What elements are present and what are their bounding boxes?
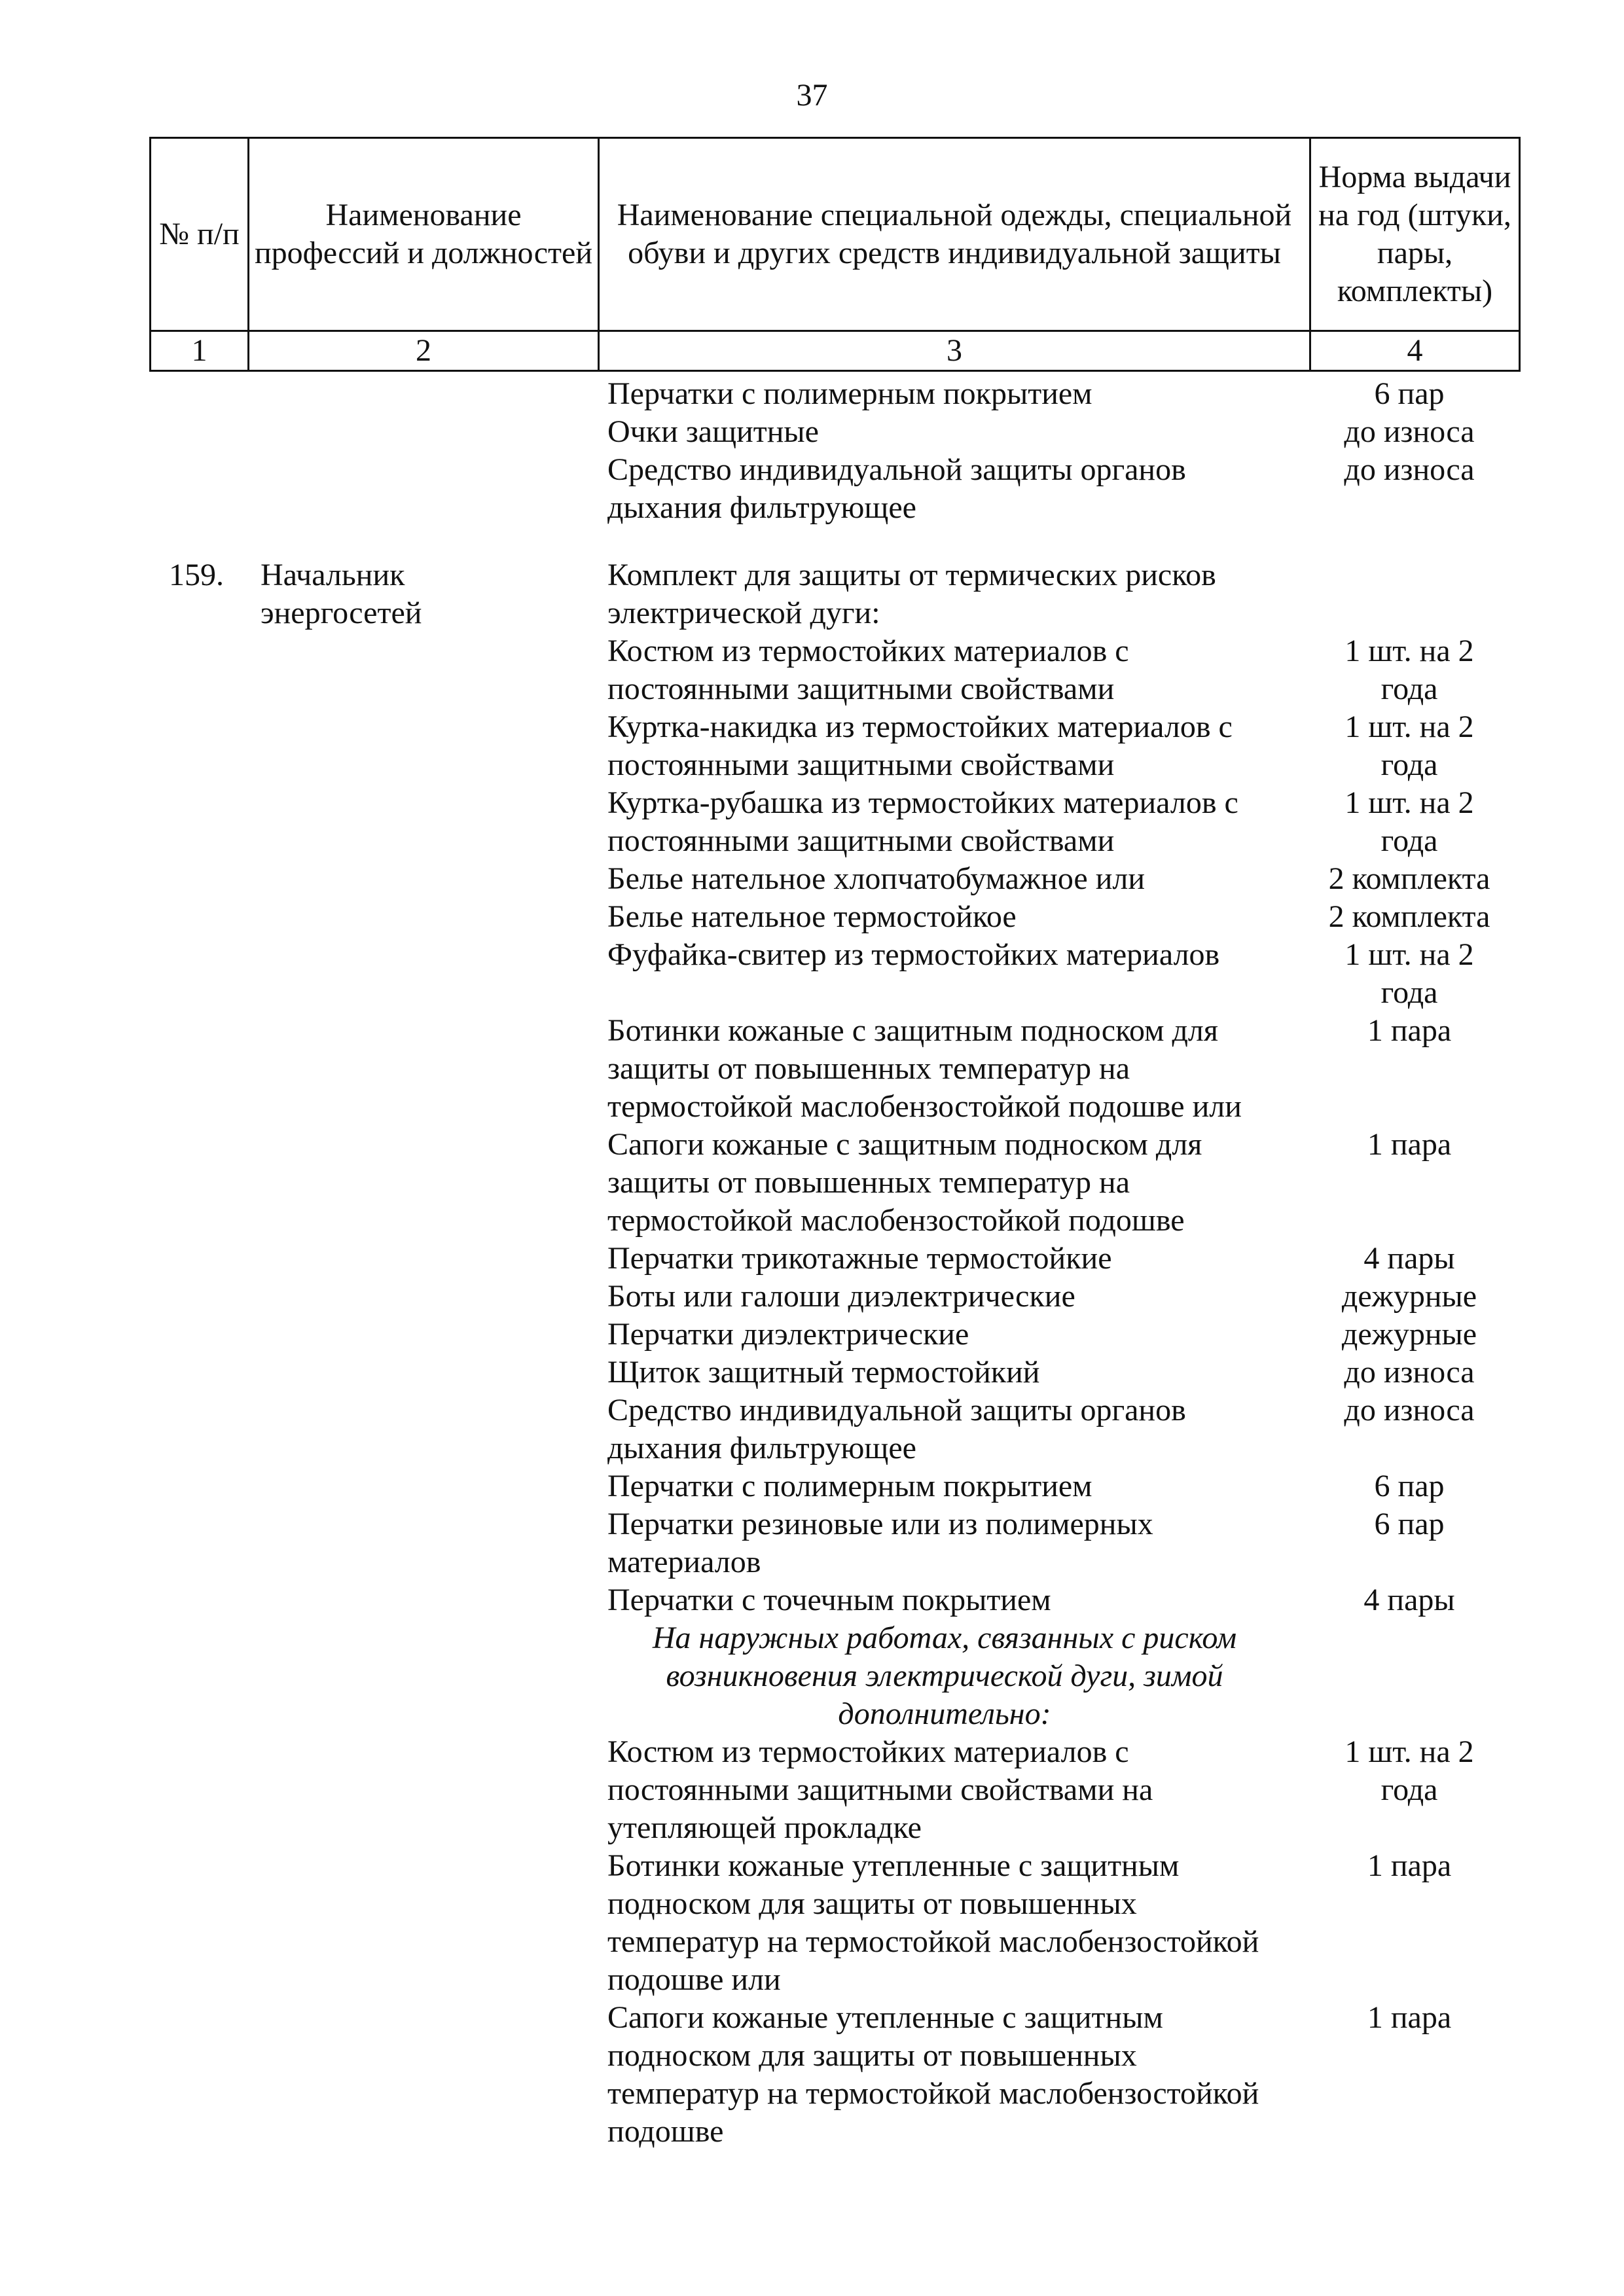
norm-text: до износа [1344,452,1475,487]
norm-text: дежурные [1341,1279,1477,1314]
norm-text: 2 комплекта [1328,861,1490,896]
norm-text: 6 пар [1374,1469,1445,1503]
profession-name-line1: Начальник [261,558,405,592]
item-text: Перчатки трикотажные термостойкие [607,1241,1112,1276]
item-text: подошве [607,2114,724,2149]
item-text: Боты или галоши диэлектрические [607,1279,1075,1314]
norm-text: года [1380,747,1438,782]
norm-text: 1 шт. на 2 [1344,785,1474,820]
item-text: Перчатки с полимерным покрытием [607,376,1092,411]
item-text: Ботинки кожаные утепленные с защитным [607,1848,1180,1883]
item-text: дыхания фильтрующее [607,490,916,525]
norm-text: 1 шт. на 2 [1344,634,1474,668]
column-number-3: 3 [599,331,1310,371]
item-text: Перчатки с полимерным покрытием [607,1469,1092,1503]
column-number-1: 1 [151,331,249,371]
item-text: подноском для защиты от повышенных [607,2038,1137,2073]
item-text: температур на термостойкой маслобензостойкой [607,1924,1259,1959]
item-text: Костюм из термостойких материалов с [607,634,1129,668]
norm-text: до износа [1344,1355,1475,1390]
norm-text: 6 пар [1374,376,1445,411]
entry-number: 159. [169,558,224,592]
winter-note-line: возникновения электрической дуги, зимой [666,1659,1223,1693]
column-number-2: 2 [249,331,599,371]
item-text: термостойкой маслобензостойкой подошве или [607,1089,1242,1124]
column-number-4: 4 [1310,331,1520,371]
item-text: Средство индивидуальной защиты органов [607,1393,1186,1427]
item-text: подноском для защиты от повышенных [607,1886,1137,1921]
item-text: термостойкой маслобензостойкой подошве [607,1203,1185,1238]
item-text: Щиток защитный термостойкий [607,1355,1040,1390]
norm-text: 2 комплекта [1328,899,1490,934]
norm-text: года [1380,1772,1438,1807]
page-number: 37 [796,78,828,113]
norm-text: 1 пара [1367,1127,1452,1162]
winter-note-line: На наружных работах, связанных с риском [652,1621,1237,1655]
item-text: подошве или [607,1962,781,1997]
norm-text: 6 пар [1374,1507,1445,1541]
norm-text: года [1380,672,1438,706]
item-text: Сапоги кожаные с защитным подноском для [607,1127,1202,1162]
norm-text: 1 пара [1367,1013,1452,1048]
norm-text: 1 шт. на 2 [1344,1734,1474,1769]
norm-text: 1 пара [1367,2000,1452,2035]
norm-text: 1 шт. на 2 [1344,709,1474,744]
item-text: Сапоги кожаные утепленные с защитным [607,2000,1163,2035]
item-text: Куртка-рубашка из термостойких материалов с [607,785,1238,820]
norm-text: года [1380,823,1438,858]
item-text: материалов [607,1545,761,1579]
item-text: постоянными защитными свойствами на [607,1772,1153,1807]
item-text: Перчатки с точечным покрытием [607,1583,1051,1617]
winter-note-line: дополнительно: [838,1696,1051,1731]
item-text: Белье нательное термостойкое [607,899,1017,934]
item-text: электрической дуги: [607,596,880,630]
norm-text: 1 пара [1367,1848,1452,1883]
item-text: постоянными защитными свойствами [607,672,1115,706]
norm-text: 4 пары [1363,1583,1455,1617]
header-number-column: № п/п [151,138,249,331]
item-text: постоянными защитными свойствами [607,823,1115,858]
norm-text: до износа [1344,1393,1475,1427]
item-text: Средство индивидуальной защиты органов [607,452,1186,487]
header-profession-column: Наименование профессий и должностей [249,138,599,331]
item-text: Белье нательное хлопчатобумажное или [607,861,1146,896]
item-text: Перчатки диэлектрические [607,1317,969,1352]
norm-text: дежурные [1341,1317,1477,1352]
item-text: защиты от повышенных температур на [607,1165,1130,1200]
item-text: утепляющей прокладке [607,1810,922,1845]
norm-text: года [1380,975,1438,1010]
norm-text: до износа [1344,414,1475,449]
item-text: температур на термостойкой маслобензостойкой [607,2076,1259,2111]
profession-name-line2: энергосетей [261,596,422,630]
item-text: Очки защитные [607,414,819,449]
item-text: защиты от повышенных температур на [607,1051,1130,1086]
item-text: Ботинки кожаные с защитным подноском для [607,1013,1218,1048]
norm-text: 4 пары [1363,1241,1455,1276]
item-text: Костюм из термостойких материалов с [607,1734,1129,1769]
item-text: постоянными защитными свойствами [607,747,1115,782]
item-text: Перчатки резиновые или из полимерных [607,1507,1153,1541]
item-text: Фуфайка-свитер из термостойких материалов [607,937,1220,972]
header-items-column: Наименование специальной одежды, специальной обуви и других средств индивидуальной защиты [599,138,1310,331]
item-text: дыхания фильтрующее [607,1431,916,1465]
norm-text: 1 шт. на 2 [1344,937,1474,972]
item-text: Комплект для защиты от термических рисков [607,558,1216,592]
item-text: Куртка-накидка из термостойких материалов с [607,709,1233,744]
header-norm-column: Норма выдачи на год (штуки, пары, комплекты) [1310,138,1520,331]
